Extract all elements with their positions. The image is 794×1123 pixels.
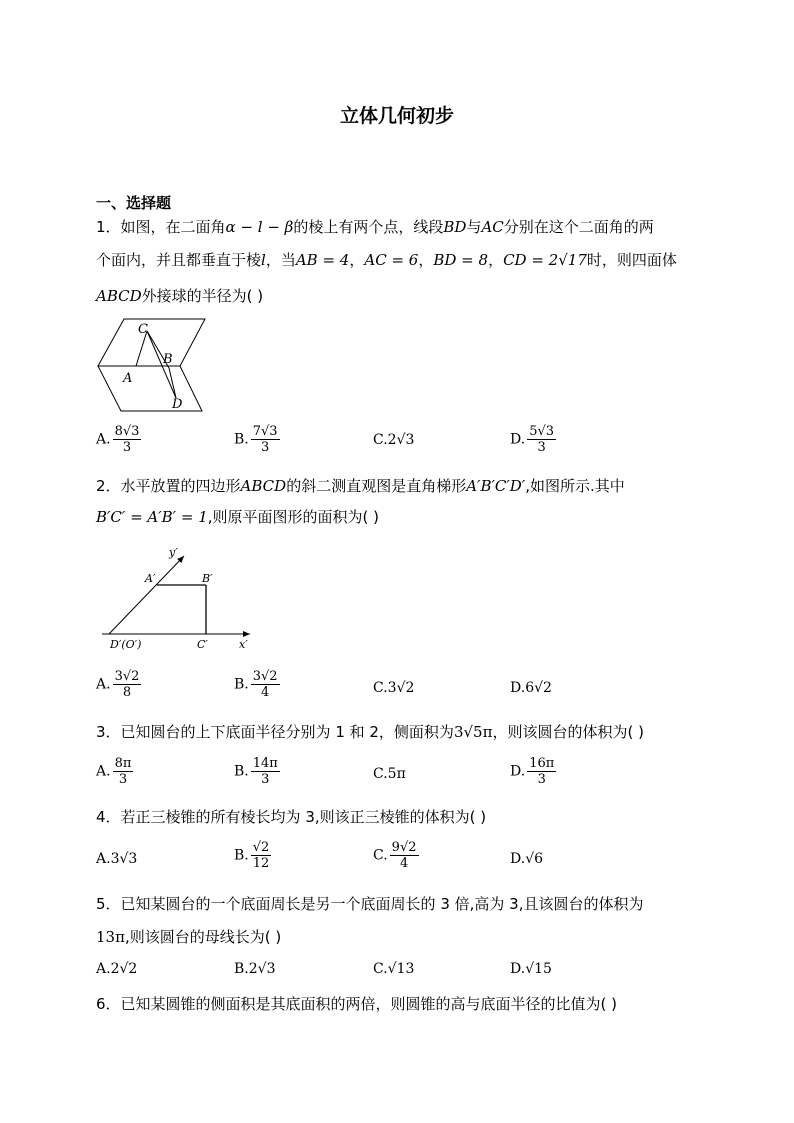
q3-option-d[interactable] (510, 756, 556, 787)
label-d: D (172, 397, 183, 412)
label-x: x′ (239, 638, 248, 651)
q4-option-a[interactable] (96, 851, 137, 867)
q5-option-d[interactable] (510, 961, 552, 977)
fraction (390, 840, 419, 871)
q1-text: ，当 (265, 251, 296, 269)
option-label: D. (510, 680, 526, 696)
option-value: 2√2 (110, 961, 138, 977)
q2-option-a[interactable] (96, 669, 141, 700)
numerator: 5√3 (529, 424, 555, 439)
option-label: C. (373, 680, 388, 696)
option-value: √15 (525, 961, 552, 977)
q1-segment-ac: AC (481, 218, 504, 236)
option-label: C. (373, 961, 388, 977)
q2-line1 (96, 476, 625, 496)
y-axis (109, 556, 184, 634)
label-y: y′ (169, 546, 178, 559)
denominator: 12 (252, 856, 270, 871)
q1-text: 与 (466, 218, 482, 236)
label-a: A (123, 371, 133, 386)
q1-dihedral: α − l − β (225, 218, 294, 236)
q1-option-c[interactable] (373, 432, 414, 448)
fraction (251, 840, 272, 871)
q4-option-c[interactable] (373, 840, 419, 871)
q1-text: 的棱上有两个点，线段 (293, 218, 444, 236)
q3-option-c[interactable] (373, 766, 406, 782)
q5-option-c[interactable] (373, 961, 414, 977)
fraction (251, 424, 280, 455)
denominator: 3 (537, 440, 546, 455)
fraction (527, 756, 556, 787)
numerator: 8π (114, 756, 132, 771)
q5-line1: 5．已知某圆台的一个底面周长是另一个底面周长的 3 倍,高为 3,且该圆台的体积为 (96, 895, 644, 913)
q1-line1 (96, 217, 654, 237)
fraction (113, 756, 134, 787)
q1-cd: CD = 2√17 (503, 251, 587, 269)
option-label: A. (96, 763, 111, 780)
q1-option-a[interactable] (96, 424, 141, 455)
denominator: 4 (261, 685, 270, 700)
option-value: √6 (525, 851, 544, 867)
option-label: D. (510, 763, 526, 780)
q1-sep: ， (418, 251, 434, 269)
q3-option-b[interactable] (234, 756, 280, 787)
option-label: D. (510, 961, 526, 977)
q2-text: 的斜二测直观图是直角梯形 (286, 477, 467, 495)
q1-ac: AC = 6 (364, 251, 419, 269)
page-title: 立体几何初步 (339, 105, 454, 127)
q6-line1: 6．已知某圆锥的侧面积是其底面积的两倍，则圆锥的高与底面半径的比值为( ) (96, 995, 618, 1013)
label-b: B (163, 352, 173, 367)
option-value: √13 (387, 961, 415, 977)
q2-quad: ABCD (240, 477, 287, 495)
q1-tetrahedron: ABCD (96, 287, 142, 305)
q2-line2 (96, 507, 379, 527)
denominator: 3 (261, 440, 270, 455)
label-b-prime: B′ (202, 572, 213, 585)
numerator: 16π (529, 756, 555, 771)
q1-bd: BD = 8 (433, 251, 489, 269)
numerator: 3√2 (114, 669, 140, 684)
q1-sep: ， (349, 251, 365, 269)
q5-text: ,则该圆台的母线长为( ) (124, 928, 282, 946)
q1-text: 分别在这个二面角的两 (503, 218, 654, 236)
q2-text: ,如图所示.其中 (525, 477, 625, 495)
label-a-prime: A′ (145, 572, 156, 585)
option-label: D. (510, 431, 526, 448)
q1-text: 个面内，并且都垂直于棱 (96, 251, 262, 269)
q5-line2 (96, 927, 281, 947)
numerator: 3√2 (252, 669, 278, 684)
q3-text: ，则该圆台的体积为( ) (492, 723, 644, 741)
option-label: B. (234, 431, 249, 448)
label-c-prime: C′ (197, 638, 208, 651)
option-value: 2√3 (387, 432, 415, 448)
option-value: 3√2 (387, 680, 415, 696)
option-label: B. (234, 961, 249, 977)
option-label: D. (510, 851, 526, 867)
fraction (113, 424, 142, 455)
option-label: C. (373, 766, 388, 782)
q5-volume: 13π (96, 928, 125, 946)
q3-text: 3．已知圆台的上下底面半径分别为 1 和 2，侧面积为 (96, 723, 454, 741)
numerator: √2 (252, 840, 270, 855)
option-label: B. (234, 847, 249, 864)
fraction (251, 756, 280, 787)
q2-option-c[interactable] (373, 680, 414, 696)
option-label: C. (373, 847, 388, 864)
q1-text: 外接球的半径为( ) (141, 287, 264, 305)
q2-text: 2．水平放置的四边形 (96, 477, 241, 495)
q3-line1 (96, 722, 644, 742)
denominator: 3 (118, 772, 128, 787)
numerator: 7√3 (252, 424, 278, 439)
option-value: 6√2 (525, 680, 552, 696)
fraction (527, 424, 556, 455)
option-label: A. (96, 431, 111, 448)
option-label: A. (96, 961, 111, 977)
option-label: B. (234, 676, 249, 693)
q2-option-d[interactable] (510, 680, 552, 696)
option-label: C. (373, 432, 388, 448)
fraction (113, 669, 142, 700)
q1-edge-l: l (261, 251, 266, 269)
plane-alpha (98, 366, 202, 411)
q1-line3 (96, 286, 263, 306)
q1-figure (96, 316, 208, 412)
q2-text: ,则原平面图形的面积为( ) (207, 508, 379, 526)
q1-option-b[interactable] (234, 424, 280, 455)
label-c: C (138, 322, 148, 337)
option-value: 5π (387, 766, 406, 782)
q4-option-b[interactable] (234, 840, 271, 871)
q3-lateral-area: 3√5π (453, 723, 493, 741)
fraction (251, 669, 280, 700)
numerator: 8√3 (114, 424, 140, 439)
q1-text: 1．如图，在二面角 (96, 218, 226, 236)
denominator: 3 (261, 772, 270, 787)
q4-option-d[interactable] (510, 851, 543, 867)
q5-option-a[interactable] (96, 961, 137, 977)
section-heading: 一、选择题 (96, 194, 172, 212)
option-label: A. (96, 676, 111, 693)
denominator: 3 (537, 772, 546, 787)
q3-option-a[interactable] (96, 756, 133, 787)
q1-segment-bd: BD (443, 218, 467, 236)
option-label: A. (96, 851, 111, 867)
q2-option-b[interactable] (234, 669, 280, 700)
numerator: 14π (252, 756, 278, 771)
label-d-prime: D′(O′) (110, 638, 142, 651)
q1-sep: ， (488, 251, 504, 269)
numerator: 9√2 (391, 840, 417, 855)
q1-ab: AB = 4 (295, 251, 350, 269)
option-value: 3√3 (110, 851, 138, 867)
denominator: 4 (399, 856, 409, 871)
q4-line1: 4．若正三棱锥的所有棱长均为 3,则该正三棱锥的体积为( ) (96, 808, 487, 826)
q1-line2 (96, 250, 677, 270)
option-label: B. (234, 763, 249, 780)
denominator: 3 (122, 440, 132, 455)
q1-text: 时，则四面体 (586, 251, 677, 269)
denominator: 8 (122, 685, 132, 700)
q5-option-b[interactable] (234, 961, 276, 977)
q1-option-d[interactable] (510, 424, 556, 455)
q2-trapezoid: A′B′C′D′ (466, 477, 526, 495)
q2-figure (96, 544, 256, 654)
option-value: 2√3 (248, 961, 276, 977)
q2-condition: B′C′ = A′B′ = 1 (96, 508, 208, 526)
